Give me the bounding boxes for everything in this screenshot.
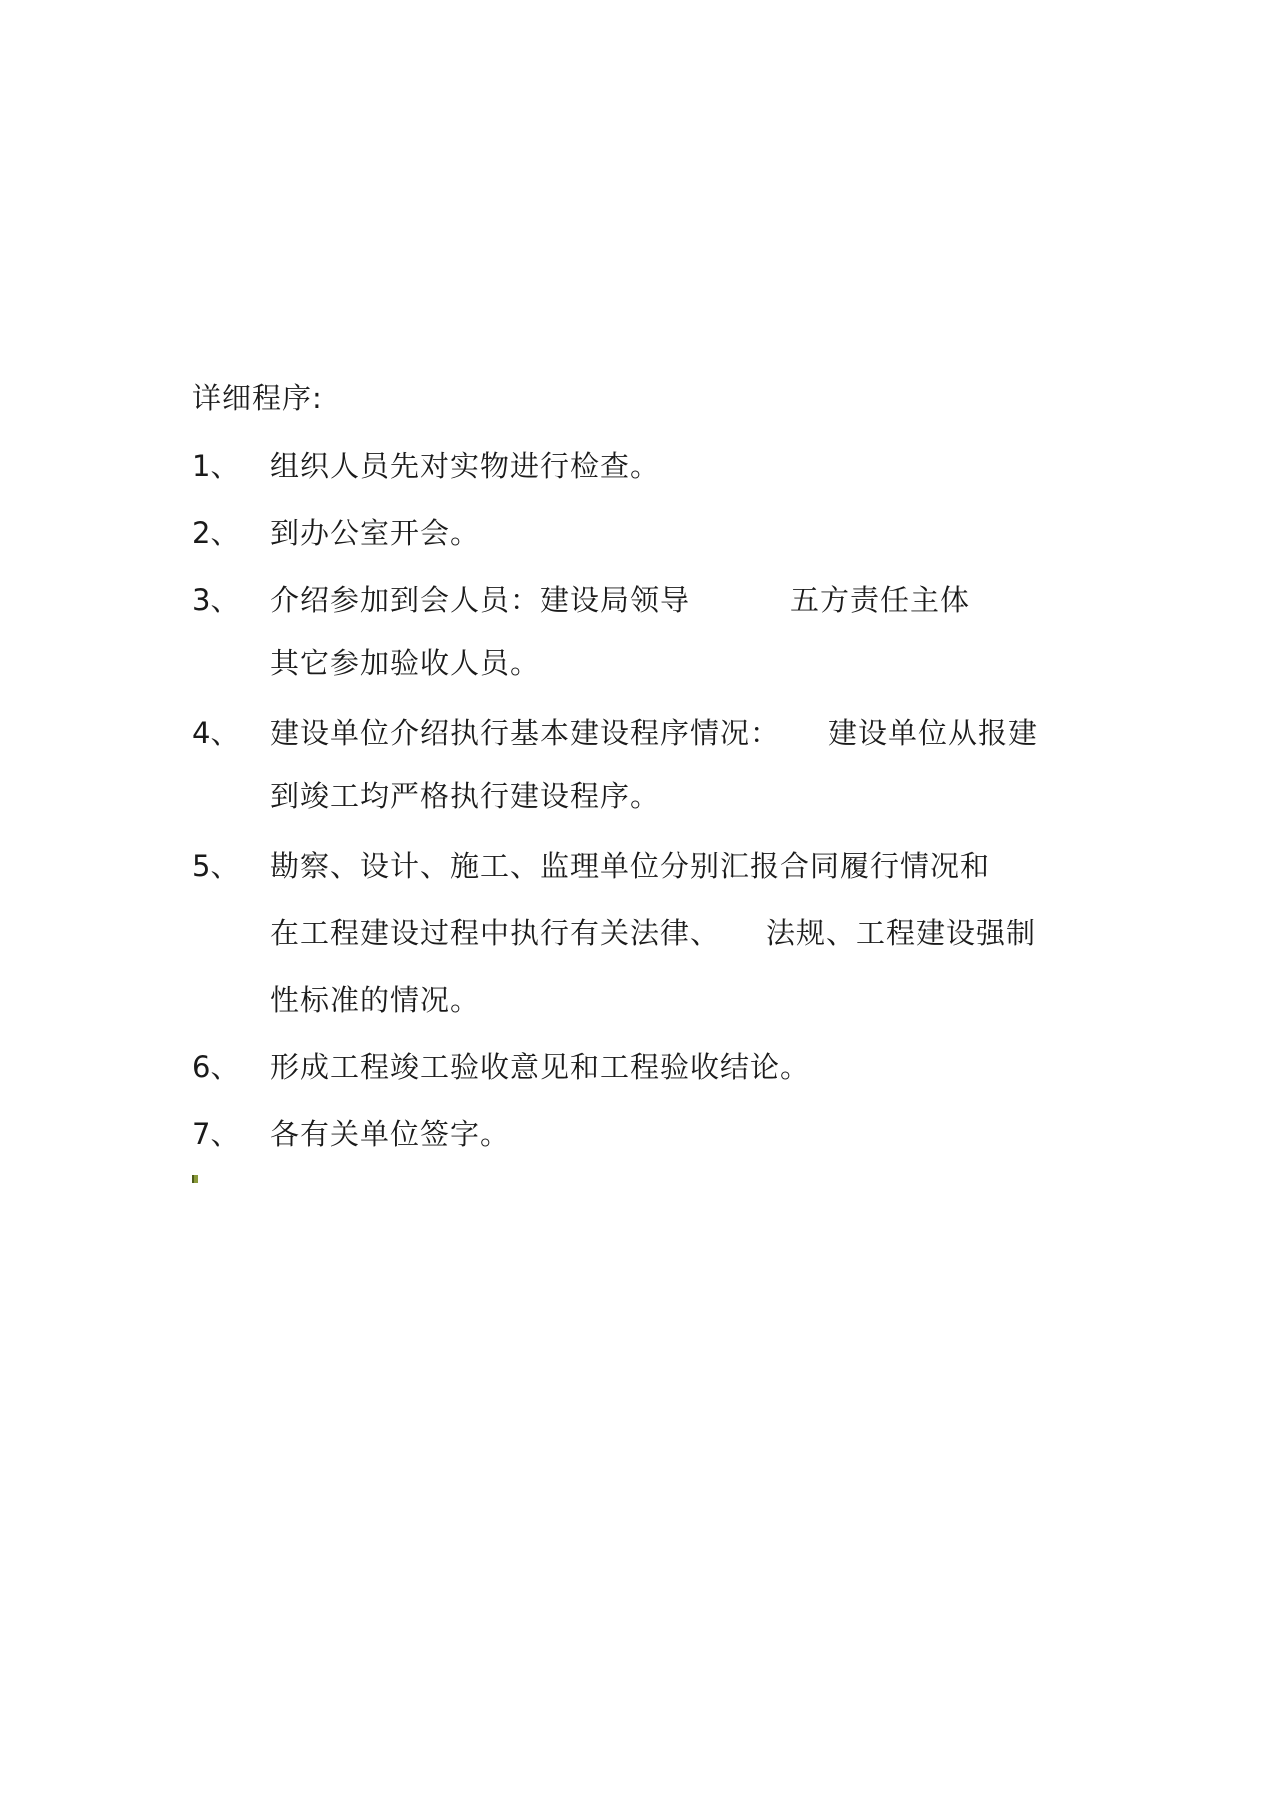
item-number: 3、 [192, 583, 240, 617]
small-marker-icon [192, 1175, 198, 1183]
item-text-line-2: 到竣工均严格执行建设程序。 [270, 779, 661, 813]
section-heading: 详细程序: [192, 381, 323, 415]
item-number: 5、 [192, 849, 240, 883]
item-text: 各有关单位签字。 [270, 1117, 511, 1151]
item-number: 2、 [192, 516, 240, 550]
item-text-line-2: 其它参加验收人员。 [270, 646, 541, 680]
item-text-segment: 建设单位介绍执行基本建设程序情况： [270, 716, 781, 750]
item-text: 到办公室开会。 [270, 516, 481, 550]
item-text-line-1 [270, 713, 1038, 753]
item-number: 1、 [192, 449, 240, 483]
item-text-segment: 法规、工程建设强制 [766, 916, 1037, 950]
item-text-line-3: 性标准的情况。 [270, 983, 481, 1017]
item-text-segment: 介绍参加到会人员：建设局领导 [270, 583, 691, 617]
item-number: 6、 [192, 1050, 240, 1084]
item-text-segment: 五方责任主体 [790, 583, 971, 617]
item-text-line-2 [270, 913, 1036, 953]
item-text: 形成工程竣工验收意见和工程验收结论。 [270, 1050, 811, 1084]
item-number: 7、 [192, 1117, 240, 1151]
item-text-segment: 在工程建设过程中执行有关法律、 [270, 916, 721, 950]
item-text-segment: 建设单位从报建 [828, 716, 1039, 750]
item-number: 4、 [192, 716, 240, 750]
item-text: 组织人员先对实物进行检查。 [270, 449, 661, 483]
item-text-line-1 [270, 580, 970, 620]
item-text-line-1: 勘察、设计、施工、监理单位分别汇报合同履行情况和 [270, 849, 991, 883]
